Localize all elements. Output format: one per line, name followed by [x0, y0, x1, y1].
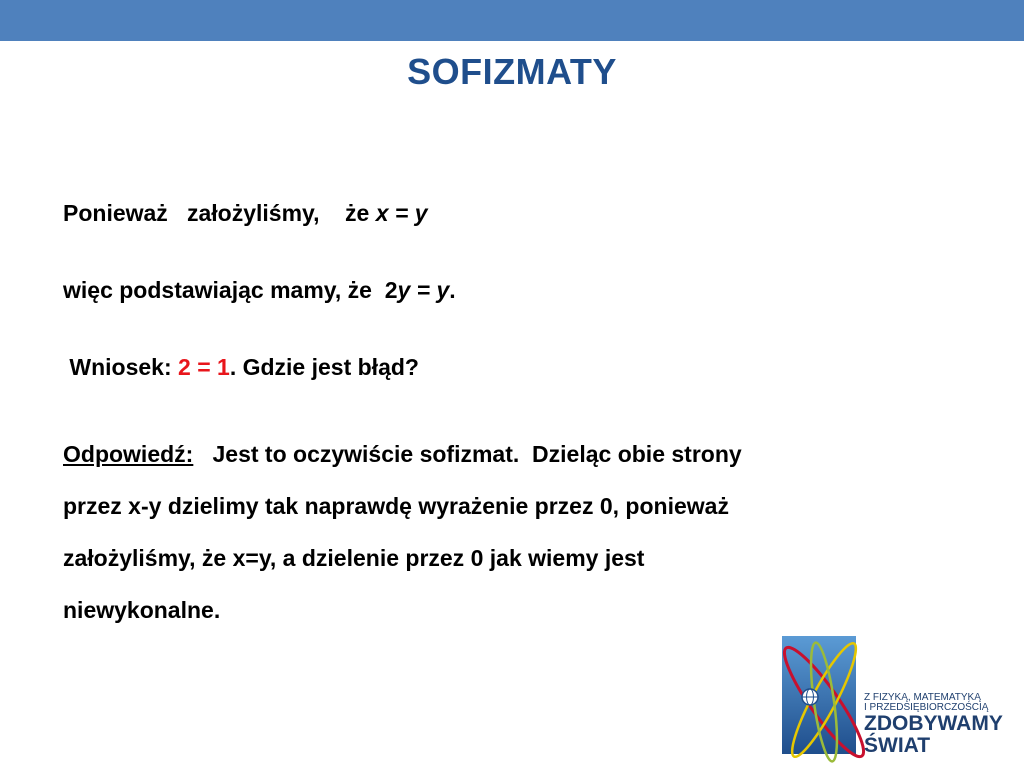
answer-row-4: niewykonalne. [63, 597, 221, 623]
conclusion-suffix: . Gdzie jest błąd? [229, 354, 419, 380]
answer-row-1-text: Jest to oczywiście sofizmat. Dzieląc obie strony [193, 441, 742, 467]
project-logo [768, 622, 1024, 768]
top-bar [0, 0, 1024, 41]
answer-block [63, 428, 933, 636]
logo-tagline-1: Z FIZYKĄ, MATEMATYKĄ [864, 692, 981, 703]
answer-row-3: założyliśmy, że x=y, a dzielenie przez 0 jak wiemy jest [63, 545, 645, 571]
logo-tagline-2: I PRZEDSIĘBIORCZOŚCIĄ [864, 702, 989, 713]
statement-line-1 [63, 199, 428, 227]
statement-line-1-text: Ponieważ założyliśmy, że [63, 200, 376, 226]
answer-row-2: przez x-y dzielimy tak naprawdę wyrażenie przez 0, ponieważ [63, 493, 729, 519]
globe-icon [802, 689, 818, 705]
conclusion-prefix: Wniosek: [63, 354, 179, 380]
statement-line-2-math: y = y [397, 277, 450, 303]
conclusion-line [63, 353, 419, 381]
logo-blue-panel [782, 636, 856, 754]
answer-row-1 [63, 428, 933, 480]
statement-line-2-end: . [449, 277, 456, 303]
conclusion-highlight: 2 = 1 [178, 354, 230, 380]
slide-title: SOFIZMATY [407, 51, 617, 92]
statement-line-1-math: x = y [375, 200, 428, 226]
statement-line-2-text: więc podstawiając mamy, że 2 [63, 277, 398, 303]
logo-title-2: ŚWIAT [864, 734, 931, 757]
answer-label: Odpowiedź: [63, 441, 194, 467]
logo-title-1: ZDOBYWAMY [864, 712, 1003, 735]
statement-line-2 [63, 276, 456, 304]
